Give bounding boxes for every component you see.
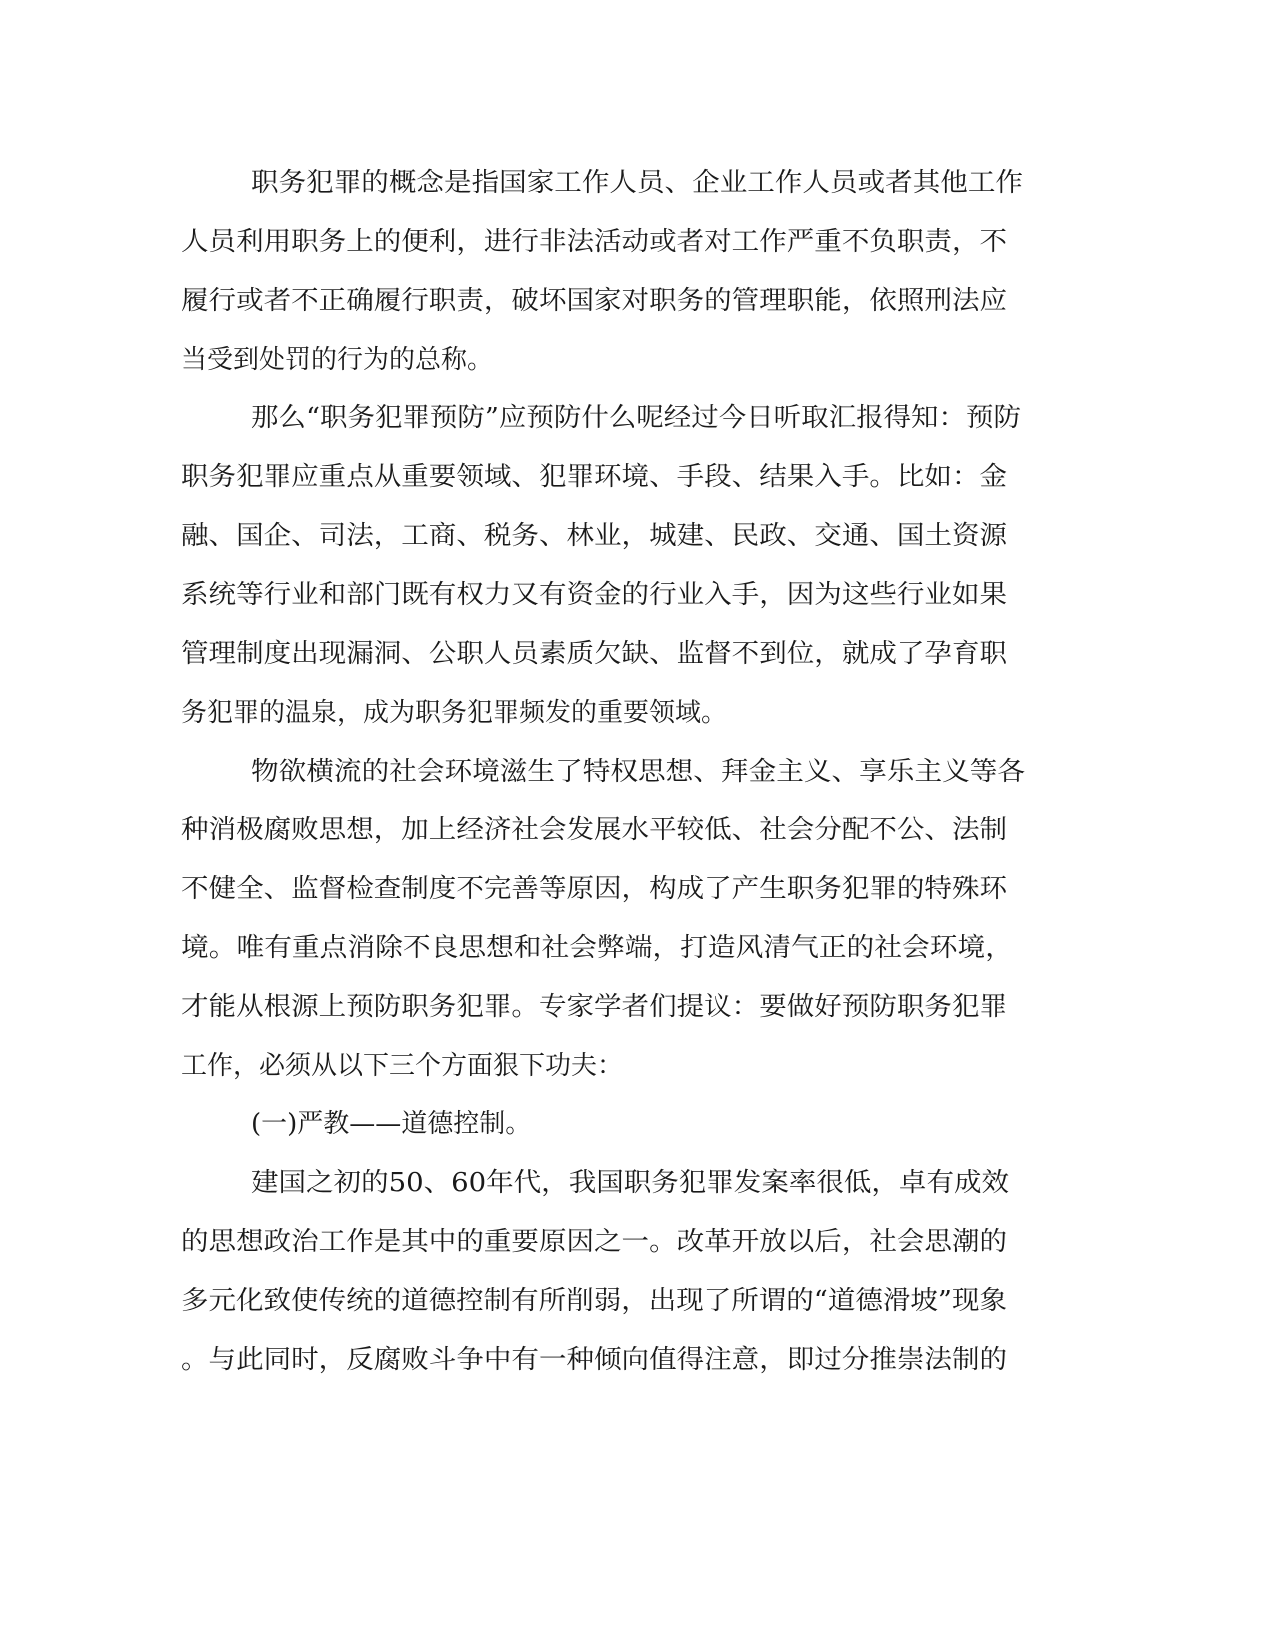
text-line: (一)严教——道德控制。 xyxy=(251,1109,532,1139)
text-line: 履行或者不正确履行职责，破坏国家对职务的管理职能，依照刑法应 xyxy=(181,286,1008,316)
text-line: 多元化致使传统的道德控制有所削弱，出现了所谓的“道德滑坡”现象 xyxy=(181,1286,1008,1316)
text-line: 不健全、监督检查制度不完善等原因，构成了产生职务犯罪的特殊环 xyxy=(181,874,1008,904)
text-line: 种消极腐败思想，加上经济社会发展水平较低、社会分配不公、法制 xyxy=(181,815,1008,845)
text-line: 那么“职务犯罪预防”应预防什么呢经过今日听取汇报得知：预防 xyxy=(251,403,1021,433)
text-line: 才能从根源上预防职务犯罪。专家学者们提议：要做好预防职务犯罪 xyxy=(181,992,1008,1022)
text-line: 境。唯有重点消除不良思想和社会弊端，打造风清气正的社会环境， xyxy=(181,933,1013,963)
text-line: 务犯罪的温泉，成为职务犯罪频发的重要领域。 xyxy=(181,698,728,728)
text-line: 系统等行业和部门既有权力又有资金的行业入手，因为这些行业如果 xyxy=(181,580,1008,610)
text-line: 人员利用职务上的便利，进行非法活动或者对工作严重不负职责，不 xyxy=(181,227,1008,257)
text-line: 管理制度出现漏洞、公职人员素质欠缺、监督不到位，就成了孕育职 xyxy=(181,639,1008,669)
text-line: 的思想政治工作是其中的重要原因之一。改革开放以后，社会思潮的 xyxy=(181,1227,1008,1257)
text-line: 融、国企、司法，工商、税务、林业，城建、民政、交通、国土资源 xyxy=(181,521,1008,551)
text-line: 当受到处罚的行为的总称。 xyxy=(181,345,494,375)
text-line: 。与此同时，反腐败斗争中有一种倾向值得注意，即过分推崇法制的 xyxy=(181,1345,1008,1375)
text-line: 职务犯罪应重点从重要领域、犯罪环境、手段、结果入手。比如：金 xyxy=(181,462,1008,492)
text-line: 建国之初的50、60年代，我国职务犯罪发案率很低，卓有成效 xyxy=(251,1168,1009,1198)
text-line: 职务犯罪的概念是指国家工作人员、企业工作人员或者其他工作 xyxy=(251,168,1023,198)
text-line: 物欲横流的社会环境滋生了特权思想、拜金主义、享乐主义等各 xyxy=(251,757,1026,787)
text-line: 工作，必须从以下三个方面狠下功夫： xyxy=(181,1051,624,1081)
